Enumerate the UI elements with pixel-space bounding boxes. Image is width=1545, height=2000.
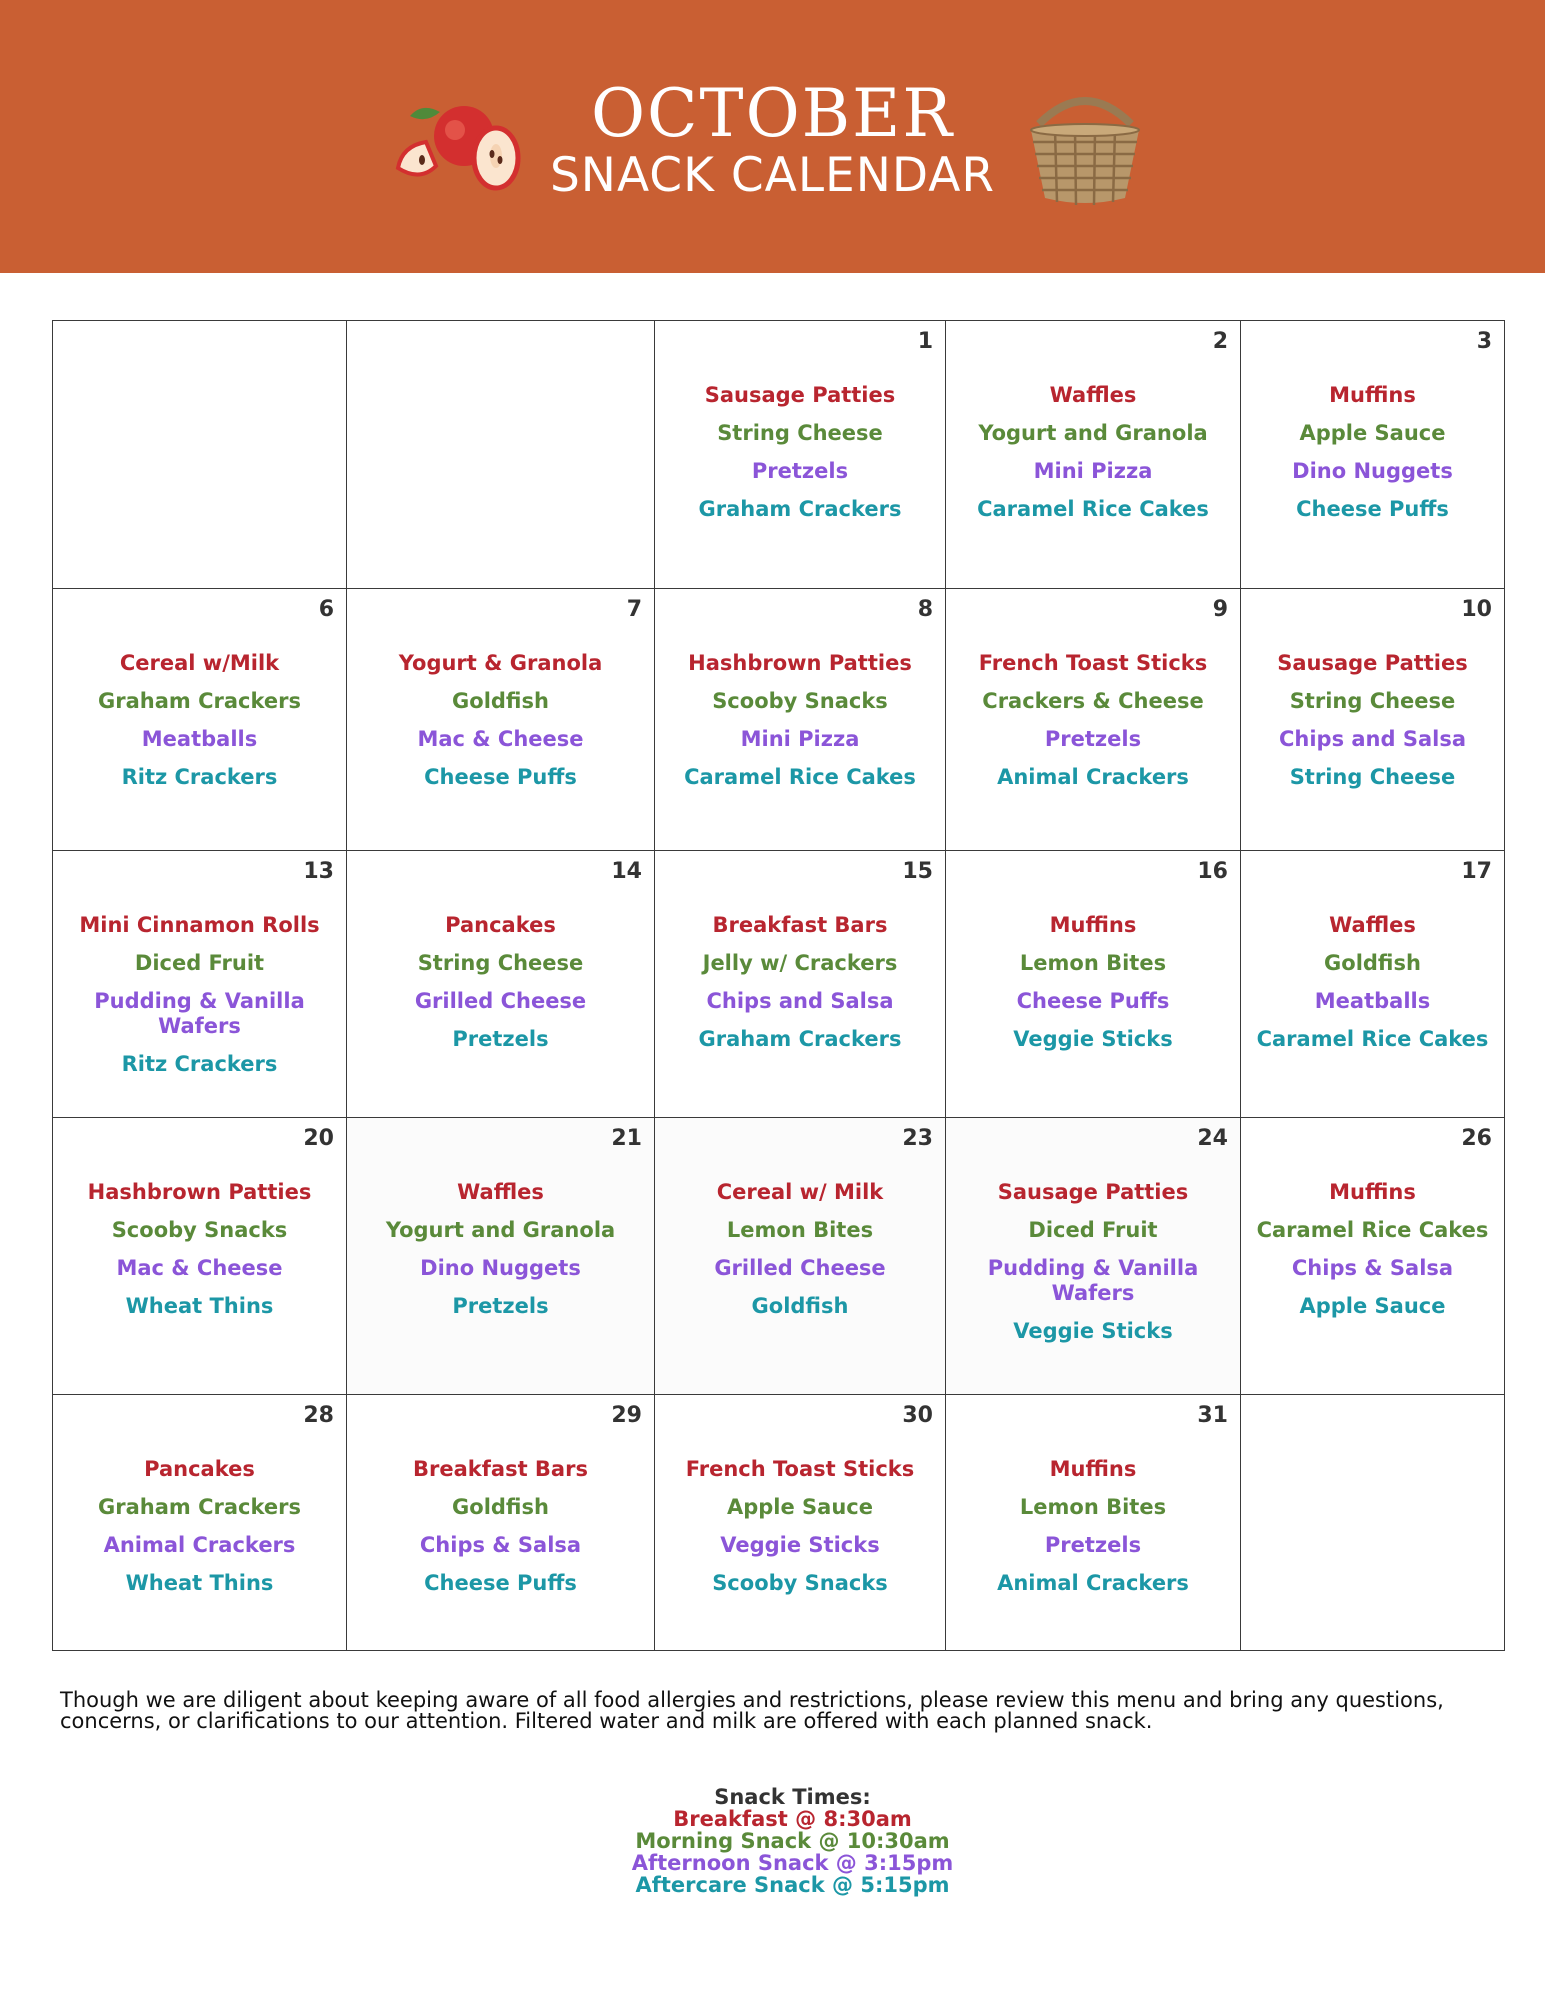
snack-list (946, 383, 1240, 535)
afternoon-snack-item: Chips & Salsa (419, 1533, 582, 1557)
breakfast-item: French Toast Sticks (978, 651, 1208, 675)
afternoon-snack-item: Pudding & Vanilla Wafers (987, 1256, 1199, 1305)
title-month: OCTOBER (590, 75, 955, 152)
morning-snack-item: Goldfish (452, 689, 549, 713)
day-cell-30 (654, 1394, 946, 1651)
day-number: 13 (303, 859, 334, 884)
day-number: 8 (917, 597, 933, 622)
breakfast-item: Hashbrown Patties (87, 1180, 312, 1204)
day-number: 30 (902, 1403, 933, 1428)
day-number: 14 (611, 859, 642, 884)
morning-snack-time: Morning Snack @ 10:30am (635, 1829, 950, 1853)
snack-list (1241, 913, 1504, 1065)
basket-illustration (1025, 84, 1145, 208)
afternoon-snack-item: Pudding & Vanilla Wafers (94, 989, 305, 1038)
day-cell-3 (1240, 320, 1505, 589)
morning-snack-item: Diced Fruit (134, 951, 265, 975)
aftercare-snack-item: Caramel Rice Cakes (1256, 1027, 1489, 1051)
aftercare-snack-item: Animal Crackers (997, 765, 1189, 789)
afternoon-snack-item: Grilled Cheese (714, 1256, 886, 1280)
header-banner (0, 0, 1545, 273)
afternoon-snack-item: Mac & Cheese (116, 1256, 283, 1280)
snack-list (655, 1457, 945, 1609)
snack-list (655, 913, 945, 1065)
snack-list (53, 651, 346, 803)
afternoon-snack-item: Dino Nuggets (1292, 459, 1453, 483)
snack-list (946, 1457, 1240, 1609)
day-cell-21 (346, 1117, 655, 1395)
day-cell-23 (654, 1117, 946, 1395)
aftercare-snack-item: Veggie Sticks (1013, 1027, 1173, 1051)
afternoon-snack-item: Mini Pizza (1033, 459, 1153, 483)
morning-snack-item: Goldfish (452, 1495, 549, 1519)
afternoon-snack-item: Animal Crackers (103, 1533, 296, 1557)
day-cell-14 (346, 850, 655, 1118)
day-cell-20 (52, 1117, 347, 1395)
snack-list (53, 913, 346, 1090)
day-number: 1 (917, 329, 933, 354)
aftercare-snack-item: String Cheese (1289, 765, 1456, 789)
day-number: 23 (902, 1126, 933, 1151)
morning-snack-item: Lemon Bites (1019, 1495, 1167, 1519)
aftercare-snack-item: Graham Crackers (698, 497, 902, 521)
day-cell-2 (945, 320, 1241, 589)
morning-snack-item: Diced Fruit (1028, 1218, 1158, 1242)
morning-snack-item: Apple Sauce (726, 1495, 873, 1519)
morning-snack-item: Lemon Bites (1019, 951, 1167, 975)
afternoon-snack-item: Cheese Puffs (1016, 989, 1170, 1013)
day-number: 24 (1197, 1126, 1228, 1151)
day-number: 26 (1461, 1126, 1492, 1151)
morning-snack-item: Caramel Rice Cakes (1256, 1218, 1489, 1242)
snack-list (946, 1180, 1240, 1357)
day-number: 2 (1212, 329, 1228, 354)
aftercare-snack-item: Caramel Rice Cakes (684, 765, 916, 789)
morning-snack-item: Yogurt and Granola (385, 1218, 616, 1242)
snack-list (1241, 651, 1504, 803)
aftercare-snack-item: Caramel Rice Cakes (977, 497, 1209, 521)
breakfast-item: Muffins (1329, 1180, 1416, 1204)
breakfast-item: Waffles (1049, 383, 1137, 407)
day-cell-9 (945, 588, 1241, 851)
day-cell-7 (346, 588, 655, 851)
breakfast-item: Yogurt & Granola (398, 651, 603, 675)
breakfast-item: Waffles (457, 1180, 544, 1204)
breakfast-item: Mini Cinnamon Rolls (79, 913, 320, 937)
afternoon-snack-time: Afternoon Snack @ 3:15pm (631, 1851, 954, 1875)
morning-snack-item: Goldfish (1324, 951, 1421, 975)
calendar-grid (52, 320, 1504, 1650)
morning-snack-item: String Cheese (717, 421, 883, 445)
breakfast-item: Cereal w/Milk (119, 651, 280, 675)
morning-snack-item: Crackers & Cheese (982, 689, 1204, 713)
breakfast-item: Waffles (1329, 913, 1416, 937)
day-number: 9 (1212, 597, 1228, 622)
afternoon-snack-item: Mac & Cheese (417, 727, 584, 751)
empty-day-cell (1240, 1394, 1505, 1651)
aftercare-snack-item: Veggie Sticks (1013, 1319, 1173, 1343)
day-number: 28 (303, 1403, 334, 1428)
aftercare-snack-item: Pretzels (452, 1294, 549, 1318)
aftercare-snack-item: Cheese Puffs (1296, 497, 1449, 521)
breakfast-item: Sausage Patties (1277, 651, 1468, 675)
day-cell-6 (52, 588, 347, 851)
afternoon-snack-item: Meatballs (141, 727, 258, 751)
snack-list (946, 913, 1240, 1065)
breakfast-item: Pancakes (144, 1457, 255, 1481)
morning-snack-item: Apple Sauce (1299, 421, 1446, 445)
morning-snack-item: Scooby Snacks (712, 689, 888, 713)
afternoon-snack-item: Mini Pizza (740, 727, 860, 751)
morning-snack-item: String Cheese (417, 951, 584, 975)
morning-snack-item: Lemon Bites (726, 1218, 874, 1242)
aftercare-snack-item: Apple Sauce (1299, 1294, 1446, 1318)
afternoon-snack-item: Grilled Cheese (414, 989, 587, 1013)
day-number: 6 (318, 597, 334, 622)
snack-list (53, 1457, 346, 1609)
day-number: 17 (1461, 859, 1492, 884)
breakfast-item: Breakfast Bars (712, 913, 888, 937)
aftercare-snack-item: Graham Crackers (698, 1027, 902, 1051)
empty-day-cell (346, 320, 655, 589)
title-subtitle: SNACK CALENDAR (549, 148, 996, 203)
aftercare-snack-item: Wheat Thins (125, 1294, 274, 1318)
day-cell-17 (1240, 850, 1505, 1118)
snack-list (1241, 1180, 1504, 1332)
afternoon-snack-item: Chips and Salsa (706, 989, 894, 1013)
afternoon-snack-item: Veggie Sticks (720, 1533, 880, 1557)
snack-list (347, 1180, 654, 1332)
snack-list (347, 913, 654, 1065)
day-cell-31 (945, 1394, 1241, 1651)
snack-times (0, 1786, 1545, 1896)
morning-snack-item: String Cheese (1289, 689, 1456, 713)
breakfast-item: Muffins (1329, 383, 1416, 407)
day-number: 29 (611, 1403, 642, 1428)
day-number: 21 (611, 1126, 642, 1151)
aftercare-snack-time: Aftercare Snack @ 5:15pm (635, 1873, 950, 1897)
morning-snack-item: Yogurt and Granola (978, 421, 1208, 445)
aftercare-snack-item: Ritz Crackers (121, 765, 278, 789)
snack-list (53, 1180, 346, 1332)
day-number: 31 (1197, 1403, 1228, 1428)
breakfast-item: Sausage Patties (704, 383, 896, 407)
afternoon-snack-item: Chips and Salsa (1278, 727, 1467, 751)
day-cell-15 (654, 850, 946, 1118)
snack-list (347, 1457, 654, 1609)
snack-list (655, 383, 945, 535)
aftercare-snack-item: Ritz Crackers (121, 1052, 278, 1076)
aftercare-snack-item: Animal Crackers (997, 1571, 1189, 1595)
aftercare-snack-item: Cheese Puffs (424, 765, 577, 789)
breakfast-time: Breakfast @ 8:30am (673, 1807, 912, 1831)
day-cell-1 (654, 320, 946, 589)
snack-list (1241, 383, 1504, 535)
afternoon-snack-item: Meatballs (1314, 989, 1431, 1013)
aftercare-snack-item: Cheese Puffs (424, 1571, 577, 1595)
afternoon-snack-item: Dino Nuggets (420, 1256, 581, 1280)
afternoon-snack-item: Pretzels (1044, 727, 1142, 751)
day-cell-8 (654, 588, 946, 851)
day-number: 16 (1197, 859, 1228, 884)
day-cell-10 (1240, 588, 1505, 851)
breakfast-item: French Toast Sticks (685, 1457, 915, 1481)
breakfast-item: Muffins (1049, 1457, 1137, 1481)
day-cell-26 (1240, 1117, 1505, 1395)
snack-list (347, 651, 654, 803)
snack-list (946, 651, 1240, 803)
day-cell-24 (945, 1117, 1241, 1395)
snack-list (655, 1180, 945, 1332)
snack-list (655, 651, 945, 803)
day-cell-16 (945, 850, 1241, 1118)
aftercare-snack-item: Pretzels (452, 1027, 549, 1051)
morning-snack-item: Scooby Snacks (111, 1218, 288, 1242)
breakfast-item: Muffins (1049, 913, 1137, 937)
day-number: 20 (303, 1126, 334, 1151)
day-number: 15 (902, 859, 933, 884)
afternoon-snack-item: Pretzels (1044, 1533, 1142, 1557)
aftercare-snack-item: Wheat Thins (125, 1571, 274, 1595)
afternoon-snack-item: Pretzels (751, 459, 849, 483)
day-cell-13 (52, 850, 347, 1118)
breakfast-item: Sausage Patties (997, 1180, 1189, 1204)
morning-snack-item: Graham Crackers (98, 1495, 301, 1519)
breakfast-item: Pancakes (445, 913, 556, 937)
afternoon-snack-item: Chips & Salsa (1291, 1256, 1454, 1280)
allergy-note: Though we are diligent about keeping aware of all food allergies and restrictions, please review this menu and bring any questions, concerns, or clarifications to our attention. Filtered water and milk are offered with each planned snack. (60, 1688, 1444, 1733)
day-number: 10 (1461, 597, 1492, 622)
snack-times-heading: Snack Times: (714, 1785, 871, 1809)
morning-snack-item: Graham Crackers (98, 689, 301, 713)
breakfast-item: Cereal w/ Milk (716, 1180, 884, 1204)
breakfast-item: Hashbrown Patties (688, 651, 912, 675)
day-cell-28 (52, 1394, 347, 1651)
day-cell-29 (346, 1394, 655, 1651)
day-number: 7 (626, 597, 642, 622)
empty-day-cell (52, 320, 347, 589)
day-number: 3 (1476, 329, 1492, 354)
aftercare-snack-item: Scooby Snacks (712, 1571, 888, 1595)
morning-snack-item: Jelly w/ Crackers (702, 951, 898, 975)
aftercare-snack-item: Goldfish (751, 1294, 849, 1318)
breakfast-item: Breakfast Bars (413, 1457, 588, 1481)
